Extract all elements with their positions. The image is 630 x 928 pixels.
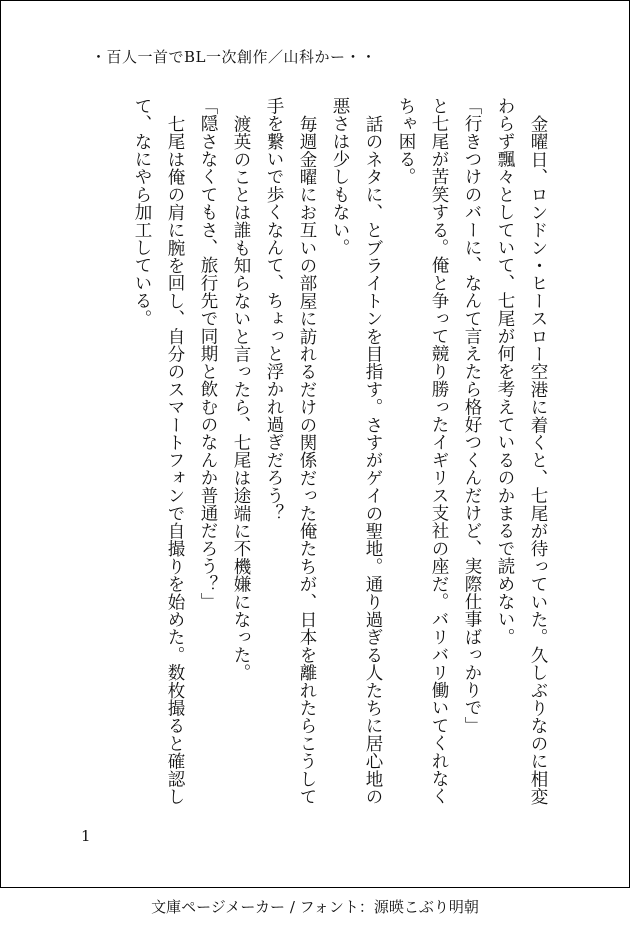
paragraph-1: 金曜日、ロンドン・ヒースロー空港に着くと、七尾が待っていた。久しぶりなのに相変わらず飄々としていて、七尾が何を考えているのかまるで読めない。 (495, 97, 548, 805)
paragraph-3: と七尾が苦笑する。俺と争って競り勝ったイギリス支社の座だ。バリバリ働いてくれなくちゃ困る。 (396, 97, 449, 805)
vertical-body-text (125, 97, 554, 817)
paragraph-6: 渡英のことは誰も知らないと言ったら、七尾は途端に不機嫌になった。 (231, 114, 251, 681)
paragraph-5: 毎週金曜にお互いの部屋に訪れるだけの関係だった俺たちが、日本を離れたらこうして手を繋いで歩くなんて、ちょっと浮かれ過ぎだろう？ (264, 97, 317, 805)
paragraph-2: 「行きつけのバーに、なんて言えたら格好つくんだけど、実際仕事ばっかりで」 (462, 97, 482, 735)
page-header: ・百人一首でBL一次創作／山科かー・・ (91, 48, 377, 66)
paragraph-8: 七尾は俺の肩に腕を回し、自分のスマートフォンで自撮りを始めた。数枚撮ると確認して、なにやら加工している。 (132, 97, 185, 805)
page-number: 1 (81, 827, 91, 845)
paragraph-4: 話のネタに、とブライトンを目指す。さすがゲイの聖地。通り過ぎる人たちに居心地の悪さは少しもない。 (330, 97, 383, 805)
paragraph-7: 「隠さなくてもさ、旅行先で同期と飲むのなんか普通だろう？」 (198, 97, 218, 611)
footer-credit: 文庫ページメーカー / フォント：源暎こぶり明朝 (151, 898, 479, 916)
